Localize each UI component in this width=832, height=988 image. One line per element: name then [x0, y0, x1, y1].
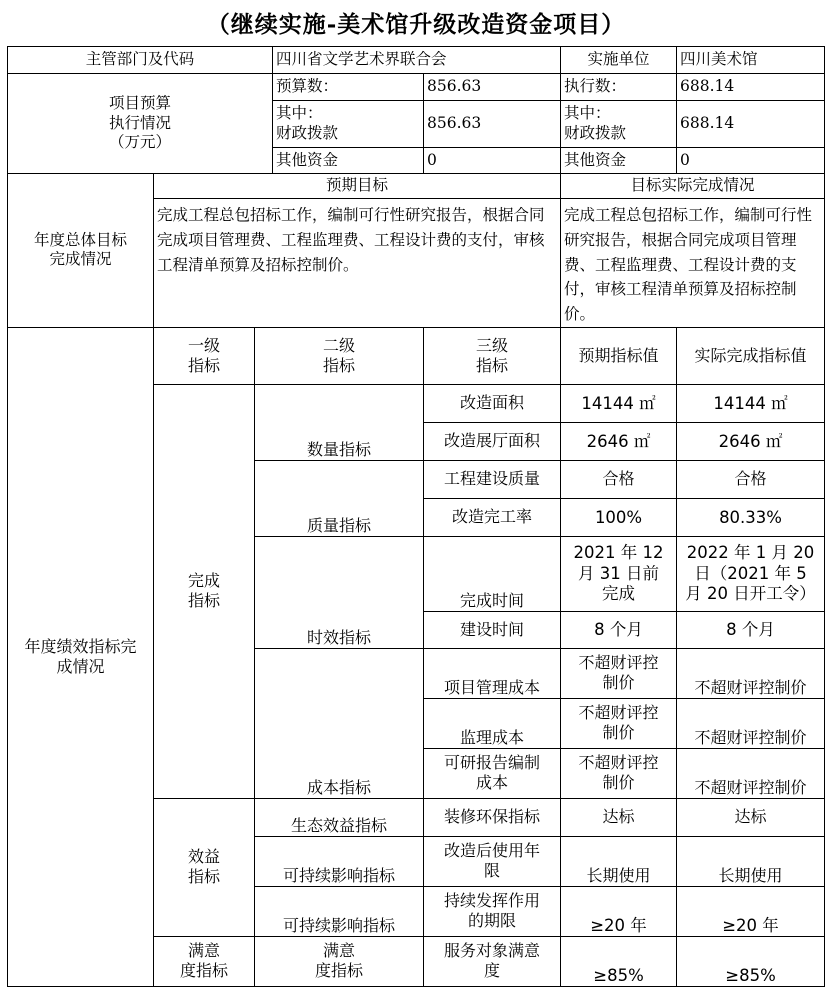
exec-label: 执行数： [561, 74, 677, 101]
fiscal-exec: 688.14 [677, 101, 825, 148]
expected-cell: 不超财评控 制价 [561, 648, 677, 698]
actual-cell: 2646 ㎡ [677, 422, 825, 460]
other-planned: 0 [424, 148, 561, 174]
other-exec: 0 [677, 148, 825, 174]
l3-cell: 监理成本 [424, 698, 561, 748]
col-level2: 二级 指标 [255, 327, 424, 384]
actual-cell: 不超财评控制价 [677, 648, 825, 698]
l3-cell: 装修环保指标 [424, 798, 561, 836]
perf-label: 年度绩效指标完 成情况 [8, 327, 154, 986]
l3-cell: 工程建设质量 [424, 460, 561, 498]
group-completion: 完成 指标 [154, 384, 255, 798]
group-satisfaction: 满意 度指标 [154, 936, 255, 986]
expected-cell: 2646 ㎡ [561, 422, 677, 460]
planned-label: 预算数： [273, 74, 424, 101]
dept-label: 主管部门及代码 [8, 47, 273, 74]
l2-quality: 质量指标 [255, 460, 424, 536]
actual-goal-header: 目标实际完成情况 [561, 174, 825, 199]
performance-table [7, 46, 825, 987]
exec-value: 688.14 [677, 74, 825, 101]
dept-value: 四川省文学艺术界联合会 [273, 47, 561, 74]
planned-value: 856.63 [424, 74, 561, 101]
actual-cell: 长期使用 [677, 836, 825, 886]
page-title: （继续实施-美术馆升级改造资金项目） [206, 11, 626, 38]
fiscal-planned: 856.63 [424, 101, 561, 148]
col-level3: 三级 指标 [424, 327, 561, 384]
l3-cell: 服务对象满意 度 [424, 936, 561, 986]
actual-cell: 80.33% [677, 498, 825, 536]
l3-cell: 改造后使用年 限 [424, 836, 561, 886]
expected-cell: ≥20 年 [561, 886, 677, 936]
l2-eco: 生态效益指标 [255, 798, 424, 836]
expected-cell: 合格 [561, 460, 677, 498]
l3-cell: 改造面积 [424, 384, 561, 422]
l3-cell: 项目管理成本 [424, 648, 561, 698]
actual-cell: 不超财评控制价 [677, 698, 825, 748]
fiscal-label: 其中： 财政拨款 [273, 101, 424, 148]
actual-goal-text: 完成工程总包招标工作，编制可行性研究报告，根据合同完成项目管理费、工程监理费、工程设计费的支付，审核工程清单预算及招标控制价。 [561, 199, 825, 328]
actual-cell: 达标 [677, 798, 825, 836]
actual-cell: 8 个月 [677, 611, 825, 648]
impl-label: 实施单位 [561, 47, 677, 74]
l3-cell: 改造展厅面积 [424, 422, 561, 460]
l2-cost: 成本指标 [255, 648, 424, 798]
expected-cell: 长期使用 [561, 836, 677, 886]
l3-cell: 可研报告编制 成本 [424, 748, 561, 798]
group-benefit: 效益 指标 [154, 798, 255, 936]
other-label: 其他资金 [273, 148, 424, 174]
l3-cell: 建设时间 [424, 611, 561, 648]
col-level1: 一级 指标 [154, 327, 255, 384]
actual-cell: ≥85% [677, 936, 825, 986]
col-expected: 预期指标值 [561, 327, 677, 384]
actual-cell: 14144 ㎡ [677, 384, 825, 422]
expected-cell: 100% [561, 498, 677, 536]
l2-quantity: 数量指标 [255, 384, 424, 460]
other-exec-label: 其他资金 [561, 148, 677, 174]
expected-cell: 8 个月 [561, 611, 677, 648]
actual-cell: 合格 [677, 460, 825, 498]
goals-label: 年度总体目标 完成情况 [8, 174, 154, 328]
budget-label: 项目预算 执行情况 （万元） [8, 74, 273, 174]
fiscal-exec-label: 其中： 财政拨款 [561, 101, 677, 148]
expected-goal-header: 预期目标 [154, 174, 561, 199]
l3-cell: 完成时间 [424, 536, 561, 611]
l2-sustain-2: 可持续影响指标 [255, 886, 424, 936]
expected-cell: 14144 ㎡ [561, 384, 677, 422]
l2-sustain-1: 可持续影响指标 [255, 836, 424, 886]
expected-cell: 达标 [561, 798, 677, 836]
actual-cell: ≥20 年 [677, 886, 825, 936]
l2-time: 时效指标 [255, 536, 424, 648]
expected-cell: ≥85% [561, 936, 677, 986]
actual-cell: 不超财评控制价 [677, 748, 825, 798]
expected-cell: 不超财评控 制价 [561, 748, 677, 798]
expected-cell: 2021 年 12 月 31 日前 完成 [561, 536, 677, 611]
impl-value: 四川美术馆 [677, 47, 825, 74]
col-actual: 实际完成指标值 [677, 327, 825, 384]
l3-cell: 改造完工率 [424, 498, 561, 536]
expected-goal-text: 完成工程总包招标工作，编制可行性研究报告，根据合同完成项目管理费、工程监理费、工程设计费的支付，审核工程清单预算及招标控制价。 [154, 199, 561, 328]
actual-cell: 2022 年 1 月 20 日（2021 年 5 月 20 日开工令） [677, 536, 825, 611]
l2-satisfaction: 满意 度指标 [255, 936, 424, 986]
l3-cell: 持续发挥作用 的期限 [424, 886, 561, 936]
expected-cell: 不超财评控 制价 [561, 698, 677, 748]
